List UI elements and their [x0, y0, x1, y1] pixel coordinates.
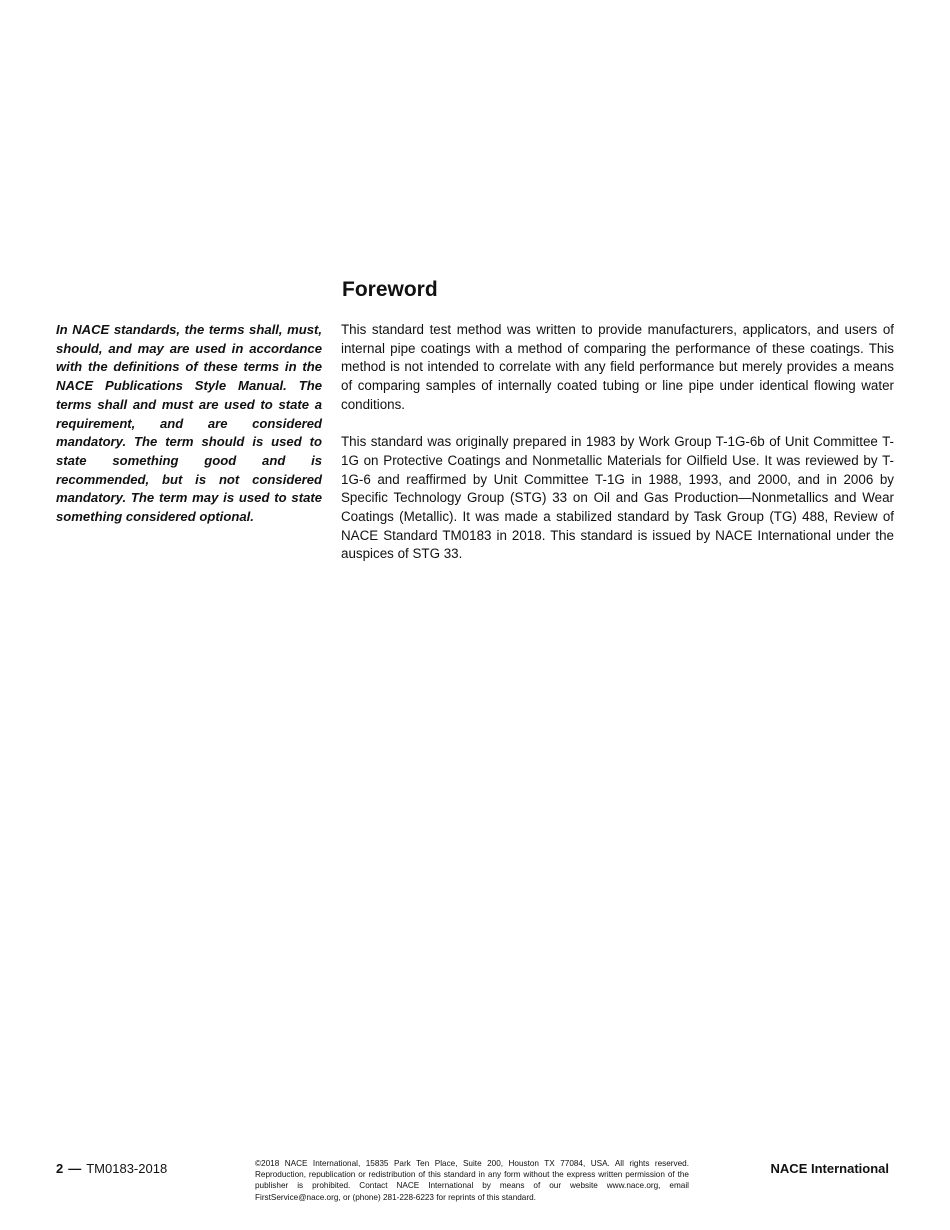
foreword-paragraph: This standard test method was written to provide manufacturers, applicators, and users of internal pipe coatings with a method of comparing the performance of these coatings. This method is not intended to correlate with any field performance but merely provides a means of comparing samples of internally coated tubing or line pipe under identical flowing water conditions.	[341, 322, 894, 412]
page-number: 2	[56, 1161, 64, 1176]
foreword-heading: Foreword	[342, 278, 438, 301]
copyright-notice: ©2018 NACE International, 15835 Park Ten Place, Suite 200, Houston TX 77084, USA. All rights reserved. Reproduction, republication or redistribution of this standard in any form without the express written permission of the publisher is prohibited. Contact NACE International by means of our website www.nace.org, email FirstService@nace.org, or (phone) 281-228-6223 for reprints of this standard.	[255, 1159, 689, 1202]
foreword-body	[341, 321, 894, 583]
footer-separator: —	[68, 1161, 82, 1176]
document-id: TM0183-2018	[86, 1161, 168, 1176]
foreword-paragraph: This standard was originally prepared in 1983 by Work Group T-1G-6b of Unit Committee T-1G on Protective Coatings and Nonmetallic Materials for Oilfield Use. It was reviewed by T-1G-6 and reaffirmed by Unit Committee T-1G in 1988, 1993, and 2000, and in 2006 by Specific Technology Group (STG) 33 on Oil and Gas Production—Nonmetallics and Wear Coatings (Metallic). It was made a stabilized standard by Task Group (TG) 488, Review of NACE Standard TM0183 in 2018. This standard is issued by NACE International under the auspices of STG 33.	[341, 434, 894, 562]
footer-page-id	[56, 1161, 167, 1176]
publisher-name: NACE International	[770, 1161, 889, 1176]
terminology-sidenote: In NACE standards, the terms shall, must, should, and may are used in accordance with the definitions of these terms in the NACE Publications Style Manual. The terms shall and must are used to state a requirement, and are considered mandatory. The term should is used to state something good and is recommended, but is not considered mandatory. The term may is used to state something considered optional.	[56, 322, 322, 525]
